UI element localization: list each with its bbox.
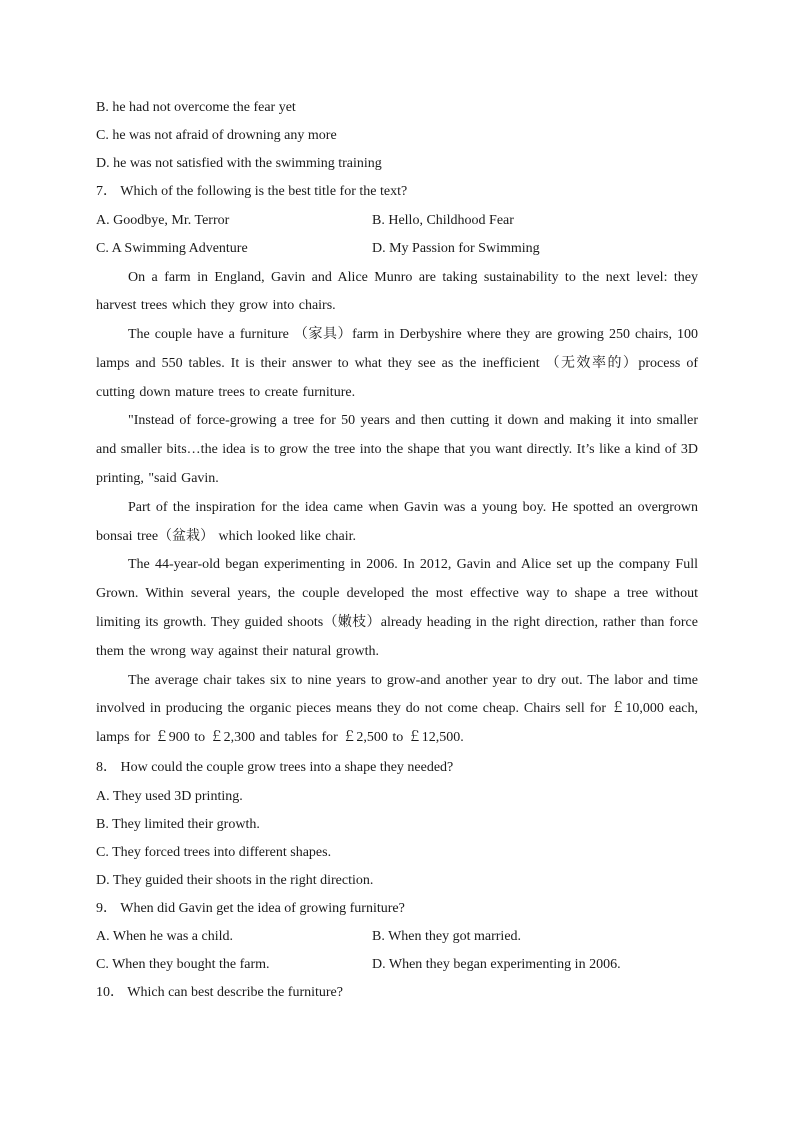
q6-option-c: C. he was not afraid of drowning any more — [96, 128, 337, 143]
passage-paragraph: "Instead of force-growing a tree for 50 years and then cutting it down and making it into smaller and smaller bits…the idea is to grow the tree into the shape that you want directly. It’s like a kind of 3D printing, "said Gavin. — [96, 413, 698, 487]
q6-option-d: D. he was not satisfied with the swimming training — [96, 156, 382, 171]
q7-option-c: C. A Swimming Adventure — [96, 240, 248, 256]
q7-options-row-2 — [96, 235, 698, 263]
passage-paragraph: The couple have a furniture （家具）farm in Derbyshire where they are growing 250 chairs, 100 lamps and 550 tables. It is their answer to what they see as the inefficient （无效率的）process of cutting down mature trees to create furniture. — [96, 327, 698, 400]
q8-option-d: D. They guided their shoots in the right direction. — [96, 872, 374, 888]
q9-options-row-1 — [96, 923, 698, 951]
q9-option-a: A. When he was a child. — [96, 929, 233, 945]
q10-stem: 10． Which can best describe the furniture? — [96, 985, 343, 1001]
passage-paragraph: On a farm in England, Gavin and Alice Munro are taking sustainability to the next level: they harvest trees which they grow into chairs. — [96, 269, 698, 314]
q6-option-b: B. he had not overcome the fear yet — [96, 100, 296, 115]
passage-paragraph: Part of the inspiration for the idea came when Gavin was a young boy. He spotted an overgrown bonsai tree（盆栽） which looked like chair. — [96, 499, 698, 544]
q9-option-c: C. When they bought the farm. — [96, 957, 270, 973]
q8-option-b: B. They limited their growth. — [96, 816, 260, 832]
q9-option-d: D. When they began experimenting in 2006. — [372, 957, 621, 973]
q9-options-row-2 — [96, 951, 698, 979]
q8-stem: 8． How could the couple grow trees into a shape they needed? — [96, 760, 454, 776]
passage-paragraph: The average chair takes six to nine years to grow-and another year to dry out. The labor and time involved in producing the organic pieces means they do not come cheap. Chairs sell for ￡10,000 each, lamps for ￡900 to ￡2,300 and tables for ￡2,500 to ￡12,500. — [96, 672, 698, 746]
q7-option-a: A. Goodbye, Mr. Terror — [96, 212, 230, 228]
exam-page — [96, 94, 698, 1008]
q7-option-b: B. Hello, Childhood Fear — [372, 212, 514, 228]
passage-paragraph: The 44-year-old began experimenting in 2006. In 2012, Gavin and Alice set up the company Full Grown. Within several years, the couple developed the most effective way to shape a tree without limiting its growth. They guided shoots（嫩枝）already heading in the right direction, rather than force them the wrong way against their natural growth. — [96, 557, 698, 659]
q7-options-row-1 — [96, 207, 698, 235]
q9-stem: 9． When did Gavin get the idea of growing furniture? — [96, 900, 405, 916]
q7-stem: 7． Which of the following is the best title for the text? — [96, 184, 408, 199]
q8-option-c: C. They forced trees into different shapes. — [96, 844, 332, 860]
q8-option-a: A. They used 3D printing. — [96, 788, 243, 804]
q7-option-d: D. My Passion for Swimming — [372, 240, 540, 256]
reading-passage — [96, 264, 698, 754]
q9-option-b: B. When they got married. — [372, 929, 522, 945]
